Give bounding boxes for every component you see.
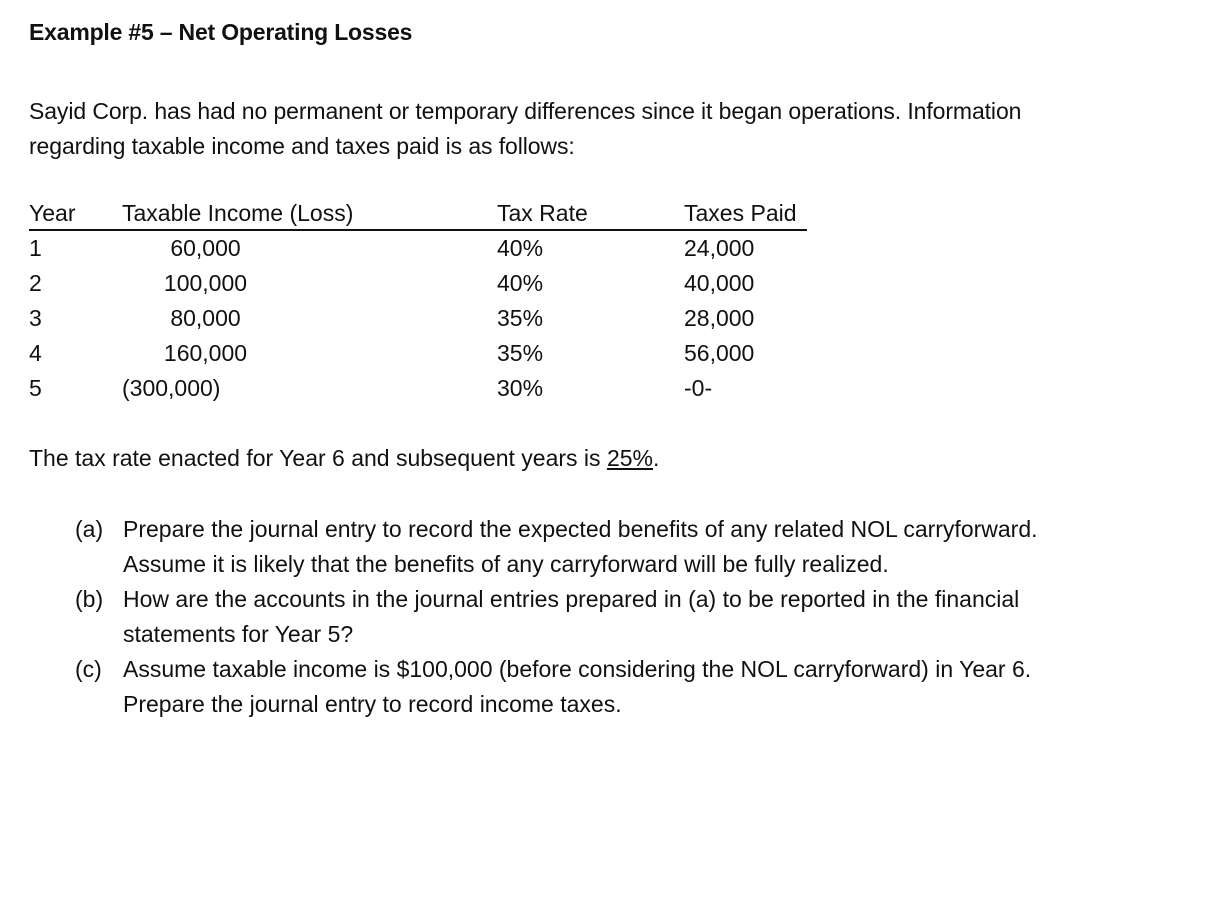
question-a-label: (a) bbox=[75, 516, 104, 542]
enacted-rate-value: 25% bbox=[606, 445, 653, 471]
row-4-income: 160,000 bbox=[163, 340, 248, 366]
row-1-paid: 24,000 bbox=[684, 235, 755, 261]
year-header-underline bbox=[29, 229, 77, 231]
header-rate: Tax Rate bbox=[497, 200, 588, 226]
question-c bbox=[75, 652, 1195, 722]
question-b-label: (b) bbox=[75, 586, 104, 612]
row-5-rate: 30% bbox=[497, 375, 544, 401]
row-2-income: 100,000 bbox=[163, 270, 248, 296]
question-list bbox=[75, 512, 1195, 722]
question-c-label: (c) bbox=[75, 656, 102, 682]
row-3-year: 3 bbox=[29, 305, 42, 331]
question-c-line-1: Assume taxable income is $100,000 (before considering the NOL carryforward) in Year 6. bbox=[123, 656, 1032, 682]
enacted-rate-text: The tax rate enacted for Year 6 and subsequent years is bbox=[29, 445, 607, 471]
row-1-year: 1 bbox=[29, 235, 42, 261]
question-b bbox=[75, 582, 1195, 652]
question-b-line-2: statements for Year 5? bbox=[123, 621, 354, 647]
row-1-rate: 40% bbox=[497, 235, 544, 261]
row-4-year: 4 bbox=[29, 340, 42, 366]
intro-line-2: regarding taxable income and taxes paid is as follows: bbox=[29, 133, 575, 159]
row-4-paid: 56,000 bbox=[684, 340, 755, 366]
row-3-paid: 28,000 bbox=[684, 305, 755, 331]
row-2-paid: 40,000 bbox=[684, 270, 755, 296]
intro-line-1: Sayid Corp. has had no permanent or temporary differences since it began operations. Information bbox=[29, 98, 1022, 124]
header-underline bbox=[77, 229, 807, 231]
page-title: Example #5 – Net Operating Losses bbox=[29, 19, 413, 45]
row-5-year: 5 bbox=[29, 375, 42, 401]
question-a-line-2: Assume it is likely that the benefits of any carryforward will be fully realized. bbox=[123, 551, 889, 577]
row-1-income: 60,000 bbox=[170, 235, 241, 261]
row-4-rate: 35% bbox=[497, 340, 544, 366]
tax-history-table bbox=[29, 198, 819, 408]
question-c-line-2: Prepare the journal entry to record income taxes. bbox=[123, 691, 622, 717]
row-2-rate: 40% bbox=[497, 270, 544, 296]
row-5-income: (300,000) bbox=[122, 375, 221, 401]
row-3-income: 80,000 bbox=[170, 305, 241, 331]
row-3-rate: 35% bbox=[497, 305, 544, 331]
row-2-year: 2 bbox=[29, 270, 42, 296]
row-5-paid: -0- bbox=[684, 375, 713, 401]
enacted-rate-statement bbox=[29, 445, 659, 472]
intro-paragraph bbox=[29, 94, 1209, 164]
header-year: Year bbox=[29, 200, 76, 226]
header-income: Taxable Income (Loss) bbox=[122, 200, 354, 226]
enacted-rate-end: . bbox=[652, 445, 660, 471]
question-a bbox=[75, 512, 1195, 582]
question-a-line-1: Prepare the journal entry to record the expected benefits of any related NOL carryforward. bbox=[123, 516, 1038, 542]
header-paid: Taxes Paid bbox=[684, 200, 797, 226]
question-b-line-1: How are the accounts in the journal entries prepared in (a) to be reported in the financial bbox=[123, 586, 1020, 612]
